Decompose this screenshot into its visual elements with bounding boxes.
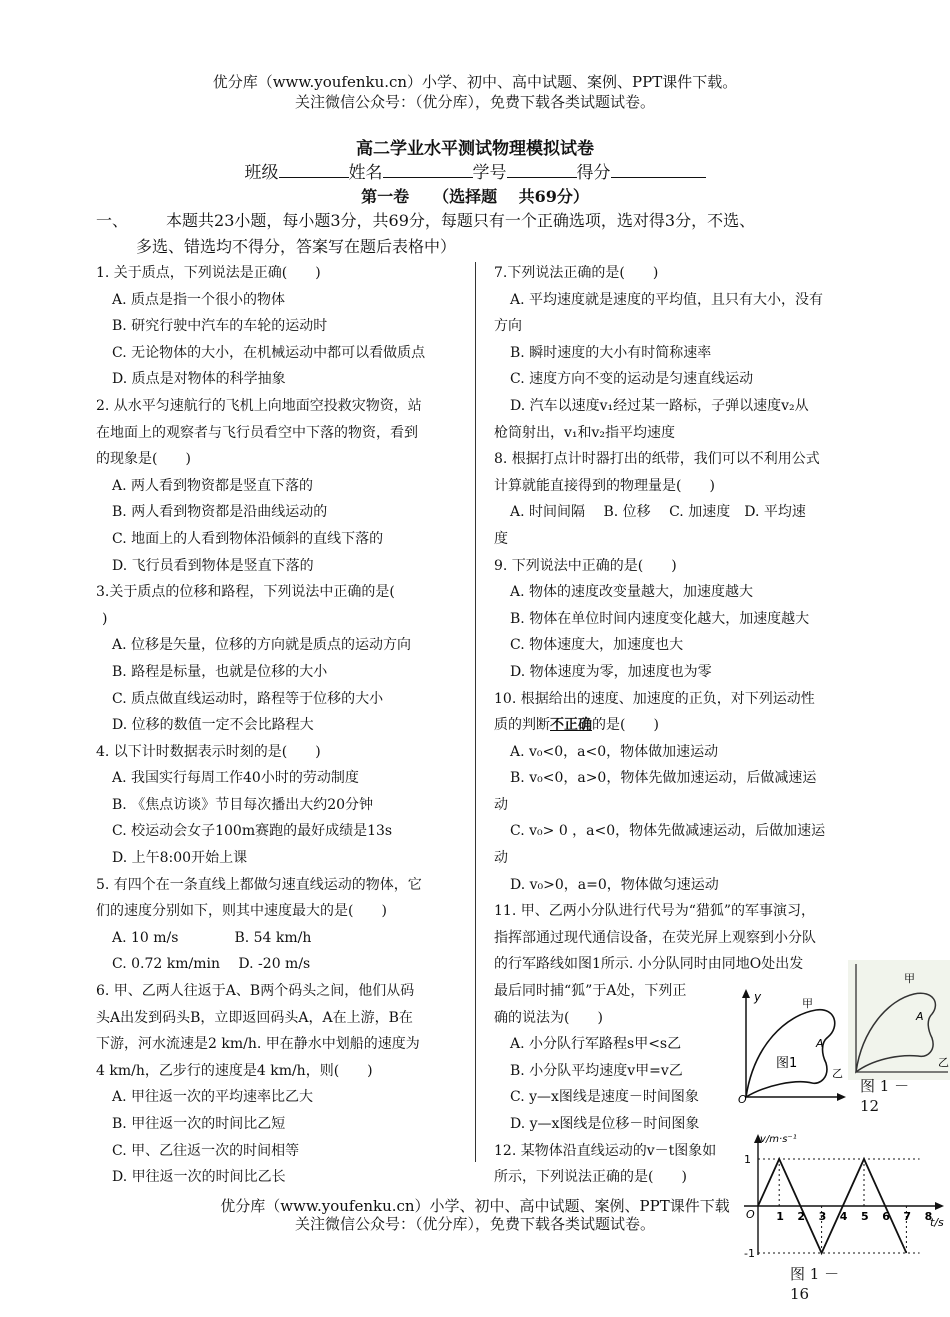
fig12-yi-label: 乙 — [938, 1056, 949, 1069]
question-10: 10. 根据给出的速度、加速度的正负，对下列运动性 — [494, 690, 815, 707]
option-line: A. 时间间隔 B. 位移 C. 加速度 D. 平均速 — [510, 504, 806, 521]
option-line: A. 平均速度就是速度的平均值，且只有大小，没有 — [510, 291, 824, 308]
question-5: 5. 有四个在一条直线上都做匀速直线运动的物体，它 — [96, 876, 422, 893]
name-label: 姓名 — [348, 163, 383, 183]
fig1-y-label: y — [754, 990, 762, 1004]
section-heading: 第一卷 （选择题 共69分） — [361, 187, 589, 206]
option-line: C. 0.72 km/min D. -20 m/s — [112, 956, 311, 973]
question-line: 的现象是( ) — [96, 451, 191, 468]
option-line: 度 — [494, 530, 508, 547]
fig12-caption-line-2: 12 — [860, 1097, 880, 1115]
t-tick-label: 3 — [818, 1210, 827, 1223]
option-line: A. 小分队行军路程s甲<s乙 — [510, 1036, 682, 1053]
figure-1-16-vt-chart — [736, 1130, 950, 1260]
option-line: A. 两人看到物资都是竖直下落的 — [112, 477, 314, 494]
fig1-jia-label: 甲 — [802, 997, 813, 1010]
v-tick-label: -1 — [744, 1247, 755, 1260]
t-tick-label: 6 — [882, 1210, 890, 1223]
question-12: 12. 某物体沿直线运动的v－t图象如 — [494, 1142, 717, 1159]
fig12-jia-label: 甲 — [904, 972, 915, 985]
q10-lead: 质的判断 — [494, 717, 550, 734]
option-line: 动 — [494, 850, 508, 867]
left-column — [96, 260, 466, 1191]
option-line: C. y—x图线是速度－时间图象 — [510, 1089, 699, 1106]
question-8: 8. 根据打点计时器打出的纸带，我们可以不利用公式 — [494, 451, 820, 468]
option-line: D. 质点是对物体的科学抽象 — [112, 371, 286, 388]
fig16-caption — [790, 1264, 839, 1304]
figure-1-12-thumbnail — [848, 960, 950, 1080]
vt-origin: O — [746, 1208, 755, 1221]
vt-xlabel: t/s — [930, 1216, 944, 1229]
t-tick-label: 5 — [861, 1210, 869, 1223]
question-11: 11. 甲、乙两小分队进行代号为“猎狐”的军事演习， — [494, 903, 816, 920]
option-line: A. 我国实行每周工作40小时的劳动制度 — [112, 770, 359, 787]
t-tick-label: 8 — [924, 1210, 933, 1223]
fig16-caption-line-2: 16 — [790, 1285, 810, 1303]
footer-line-2: 关注微信公众号：（优分库），免费下载各类试题试卷。 — [294, 1215, 655, 1233]
fig12-a-label: A — [916, 1010, 924, 1023]
option-line: B. 两人看到物资都是沿曲线运动的 — [112, 504, 328, 521]
fig1-origin-label: O — [738, 1093, 747, 1105]
option-line: C. 地面上的人看到物体沿倾斜的直线下落的 — [112, 530, 384, 547]
number-blank[interactable] — [507, 161, 577, 178]
student-info-fields — [0, 158, 950, 183]
question-line: 计算就能直接得到的物理量是( ) — [494, 477, 715, 494]
option-line: B. 小分队平均速度v甲=v乙 — [510, 1062, 683, 1079]
option-line: C. 速度方向不变的运动是匀速直线运动 — [510, 371, 754, 388]
option-line: B. 路程是标量，也就是位移的大小 — [112, 663, 328, 680]
header-line-2: 关注微信公众号：（优分库），免费下载各类试题试卷。 — [294, 93, 655, 111]
class-blank[interactable] — [279, 161, 349, 178]
option-line: B. 物体在单位时间内速度变化越大，加速度越大 — [510, 610, 810, 627]
q10-tail: 的是( ) — [592, 717, 659, 734]
fig16-caption-line-1: 图 1 － — [790, 1265, 840, 1283]
question-line: 4 km/h，乙步行的速度是4 km/h，则( ) — [96, 1062, 373, 1079]
fig1-a-label: A — [816, 1037, 824, 1050]
question-line: 们的速度分别如下，则其中速度最大的是( ) — [96, 903, 387, 920]
instructions — [96, 208, 856, 260]
name-blank[interactable] — [383, 161, 473, 178]
fig12-caption — [860, 1076, 909, 1116]
header-line-1: 优分库（www.youfenku.cn）小学、初中、高中试题、案例、PPT课件下载。 — [212, 73, 738, 91]
question-line: 的行军路线如图1所示. 小分队同时由同地O处出发 — [494, 956, 804, 973]
question-4: 4. 以下计时数据表示时刻的是( ) — [96, 743, 321, 760]
option-line: C. 质点做直线运动时，路程等于位移的大小 — [112, 690, 384, 707]
option-line: C. 物体速度大，加速度也大 — [510, 637, 684, 654]
question-line: 指挥部通过现代通信设备，在荧光屏上观察到小分队 — [494, 929, 816, 946]
question-3: 3.关于质点的位移和路程，下列说法中正确的是( — [96, 584, 395, 601]
fig12-caption-line-1: 图 1 － — [860, 1077, 910, 1095]
option-line: D. 甲往返一次的时间比乙长 — [112, 1169, 286, 1186]
score-label: 得分 — [576, 163, 611, 183]
question-line — [494, 712, 864, 739]
option-line: D. 飞行员看到物体是竖直下落的 — [112, 557, 314, 574]
fig1-caption: 图1 — [776, 1056, 798, 1071]
option-line: D. y—x图线是位移－时间图象 — [510, 1116, 700, 1132]
footer-line-1: 优分库（www.youfenku.cn）小学、初中、高中试题、案例、PPT课件下载 — [220, 1197, 730, 1215]
option-line: 方向 — [494, 318, 522, 335]
option-line: A. v₀<0，a<0，物体做加速运动 — [510, 743, 719, 760]
option-line: B. 甲往返一次的时间比乙短 — [112, 1116, 286, 1132]
question-line: 在地面上的观察者与飞行员看空中下落的物资，看到 — [96, 424, 418, 441]
option-line: D. v₀>0，a=0，物体做匀速运动 — [510, 876, 719, 893]
question-line: 所示，下列说法正确的是( ) — [494, 1169, 687, 1186]
score-blank[interactable] — [611, 161, 706, 178]
option-line: B. 瞬时速度的大小有时简称速率 — [510, 344, 712, 361]
option-line: C. 无论物体的大小，在机械运动中都可以看做质点 — [112, 344, 426, 361]
question-6: 6. 甲、乙两人往返于A、B两个码头之间，他们从码 — [96, 983, 415, 1000]
instructions-line-1: 本题共23小题，每小题3分，共69分，每题只有一个正确选项，选对得3分，不选、 — [166, 211, 756, 230]
t-tick-label: 2 — [797, 1210, 806, 1223]
t-tick-label: 7 — [903, 1210, 912, 1223]
q10-underlined-text: 不正确 — [550, 717, 592, 734]
option-line: A. 甲往返一次的平均速率比乙大 — [112, 1089, 314, 1106]
option-line: 枪筒射出，v₁和v₂指平均速度 — [494, 424, 676, 441]
page-title: 高二学业水平测试物理模拟试卷 — [356, 139, 594, 159]
option-line: D. 物体速度为零，加速度也为零 — [510, 663, 712, 680]
option-line: D. 汽车以速度v₁经过某一路标，子弹以速度v₂从 — [510, 397, 809, 414]
instructions-line-2: 多选、错选均不得分，答案写在题后表格中） — [136, 237, 457, 256]
option-line: B. 研究行驶中汽车的车轮的运动时 — [112, 318, 328, 335]
figure-1-trajectory — [736, 985, 846, 1105]
question-line: 最后同时捕“狐”于A处，下列正 — [494, 983, 687, 1000]
option-line: C. v₀> 0 ，a<0，物体先做减速运动，后做加速运 — [510, 823, 826, 840]
instructions-number: 一、 — [96, 211, 129, 230]
class-label: 班级 — [244, 163, 279, 183]
t-tick-label: 1 — [776, 1210, 784, 1223]
number-label: 学号 — [472, 163, 507, 183]
option-line: A. 10 m/s B. 54 km/h — [112, 929, 312, 946]
t-tick-label: 4 — [839, 1210, 848, 1223]
column-divider — [475, 262, 476, 1162]
option-line: B. v₀<0，a>0，物体先做加速运动，后做减速运 — [510, 770, 817, 787]
vt-ylabel: v/m·s⁻¹ — [760, 1134, 797, 1145]
question-line: 下游，河水流速是2 km/h. 甲在静水中划船的速度为 — [96, 1036, 420, 1053]
option-line: A. 位移是矢量，位移的方向就是质点的运动方向 — [112, 637, 412, 654]
question-7: 7.下列说法正确的是( ) — [494, 265, 659, 281]
option-line: C. 校运动会女子100m赛跑的最好成绩是13s — [112, 823, 393, 840]
option-line: D. 上午8:00开始上课 — [112, 850, 248, 867]
question-9: 9. 下列说法中正确的是( ) — [494, 557, 677, 574]
question-line: ) — [102, 610, 108, 627]
option-line: 动 — [494, 796, 508, 813]
option-line: A. 物体的速度改变量越大，加速度越大 — [510, 584, 754, 601]
option-line: B. 《焦点访谈》节目每次播出大约20分钟 — [112, 796, 374, 813]
option-line: D. 位移的数值一定不会比路程大 — [112, 717, 314, 734]
option-line: A. 质点是指一个很小的物体 — [112, 291, 286, 308]
question-line: 确的说法为( ) — [494, 1009, 603, 1026]
question-2: 2. 从水平匀速航行的飞机上向地面空投救灾物资，站 — [96, 397, 422, 414]
v-tick-label: 1 — [744, 1153, 751, 1166]
question-line: 头A出发到码头B，立即返回码头A，A在上游，B在 — [96, 1009, 413, 1026]
option-line: C. 甲、乙往返一次的时间相等 — [112, 1142, 300, 1159]
question-1: 1. 关于质点，下列说法是正确( ) — [96, 265, 321, 281]
fig1-yi-label: 乙 — [832, 1067, 843, 1080]
